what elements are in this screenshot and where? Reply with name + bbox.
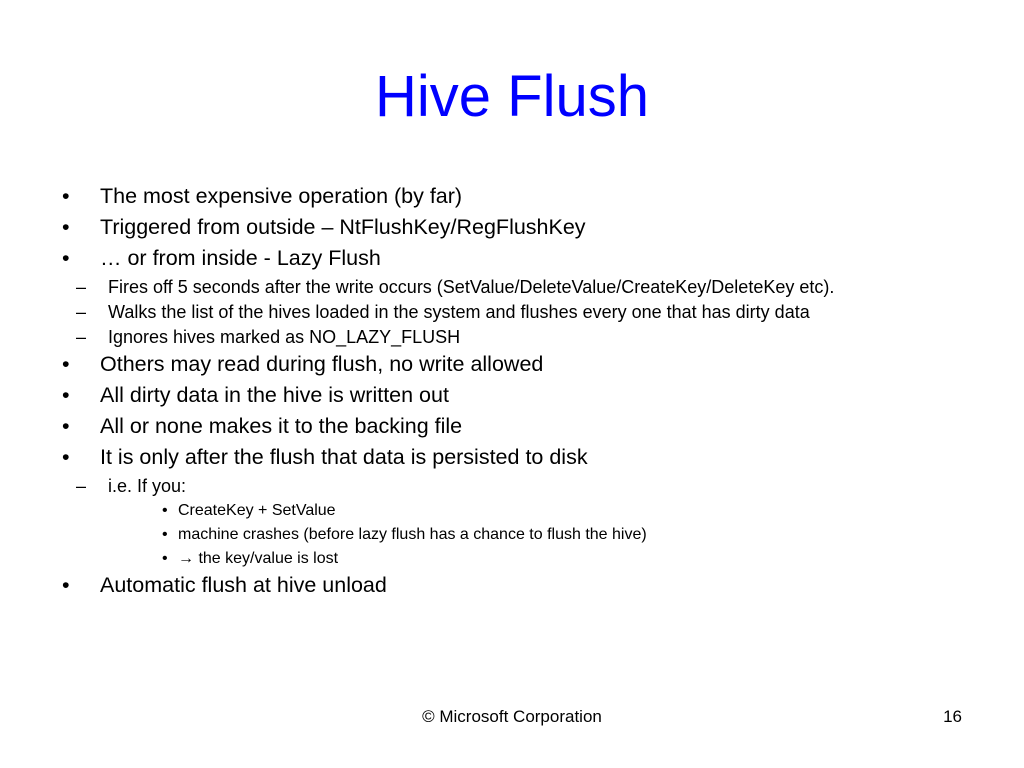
bullet-item xyxy=(62,213,962,242)
sub-bullet-text: Ignores hives marked as NO_LAZY_FLUSH xyxy=(108,327,461,347)
sub-sub-bullet-item xyxy=(62,549,962,569)
sub-bullet-item xyxy=(62,476,962,497)
sub-list-wrapper xyxy=(62,476,962,569)
sub-bullet-marker: – xyxy=(76,302,87,322)
sub-sub-bullet-text: the key/value is lost xyxy=(198,550,339,567)
footer-copyright: © Microsoft Corporation xyxy=(422,707,602,726)
sub-sub-bullet-marker: • xyxy=(162,550,168,567)
bullet-list xyxy=(62,180,962,600)
slide-title: Hive Flush xyxy=(375,64,649,129)
sub-bullet-text: i.e. If you: xyxy=(108,476,187,496)
sub-sub-bullet-marker: • xyxy=(162,502,168,519)
bullet-marker: • xyxy=(62,246,70,270)
page-number: 16 xyxy=(943,707,962,726)
bullet-item xyxy=(62,412,962,441)
bullet-text: … or from inside - Lazy Flush xyxy=(100,246,381,270)
sub-bullet-list xyxy=(62,476,962,497)
bullet-text: Triggered from outside – NtFlushKey/RegFlushKey xyxy=(100,215,586,239)
bullet-item xyxy=(62,381,962,410)
sub-sub-bullet-item xyxy=(62,525,962,545)
bullet-marker: • xyxy=(62,573,70,597)
sub-bullet-marker: – xyxy=(76,476,87,496)
bullet-item xyxy=(62,571,962,600)
bullet-text: All or none makes it to the backing file xyxy=(100,414,463,438)
bullet-text: All dirty data in the hive is written out xyxy=(100,383,449,407)
sub-bullet-item xyxy=(62,277,962,298)
sub-sub-bullet-text: machine crashes (before lazy flush has a chance to flush the hive) xyxy=(178,526,647,543)
sub-sub-bullet-item xyxy=(62,501,962,521)
bullet-item xyxy=(62,350,962,379)
sub-bullet-marker: – xyxy=(76,277,87,297)
bullet-item xyxy=(62,443,962,472)
bullet-text: Others may read during flush, no write allowed xyxy=(100,352,544,376)
bullet-text: Automatic flush at hive unload xyxy=(100,573,387,597)
sub-bullet-item xyxy=(62,302,962,323)
sub-bullet-text: Walks the list of the hives loaded in the system and flushes every one that has dirty data xyxy=(108,302,810,322)
sub-list-wrapper xyxy=(62,277,962,348)
bullet-text: The most expensive operation (by far) xyxy=(100,184,463,208)
bullet-marker: • xyxy=(62,445,70,469)
bullet-marker: • xyxy=(62,215,70,239)
bullet-item xyxy=(62,182,962,211)
sub-bullet-marker: – xyxy=(76,327,87,347)
sub-bullet-list xyxy=(62,277,962,348)
sub-sub-bullet-text: CreateKey + SetValue xyxy=(178,502,336,519)
bullet-marker: • xyxy=(62,414,70,438)
arrow-icon: → xyxy=(178,550,194,567)
bullet-item xyxy=(62,244,962,273)
sub-bullet-text: Fires off 5 seconds after the write occurs (SetValue/DeleteValue/CreateKey/DeleteKey etc). xyxy=(108,277,835,297)
bullet-marker: • xyxy=(62,383,70,407)
sub-sub-bullet-marker: • xyxy=(162,526,168,543)
bullet-text: It is only after the flush that data is persisted to disk xyxy=(100,445,588,469)
sub-sub-bullet-list xyxy=(62,501,962,569)
sub-bullet-item xyxy=(62,327,962,348)
bullet-marker: • xyxy=(62,184,70,208)
bullet-marker: • xyxy=(62,352,70,376)
